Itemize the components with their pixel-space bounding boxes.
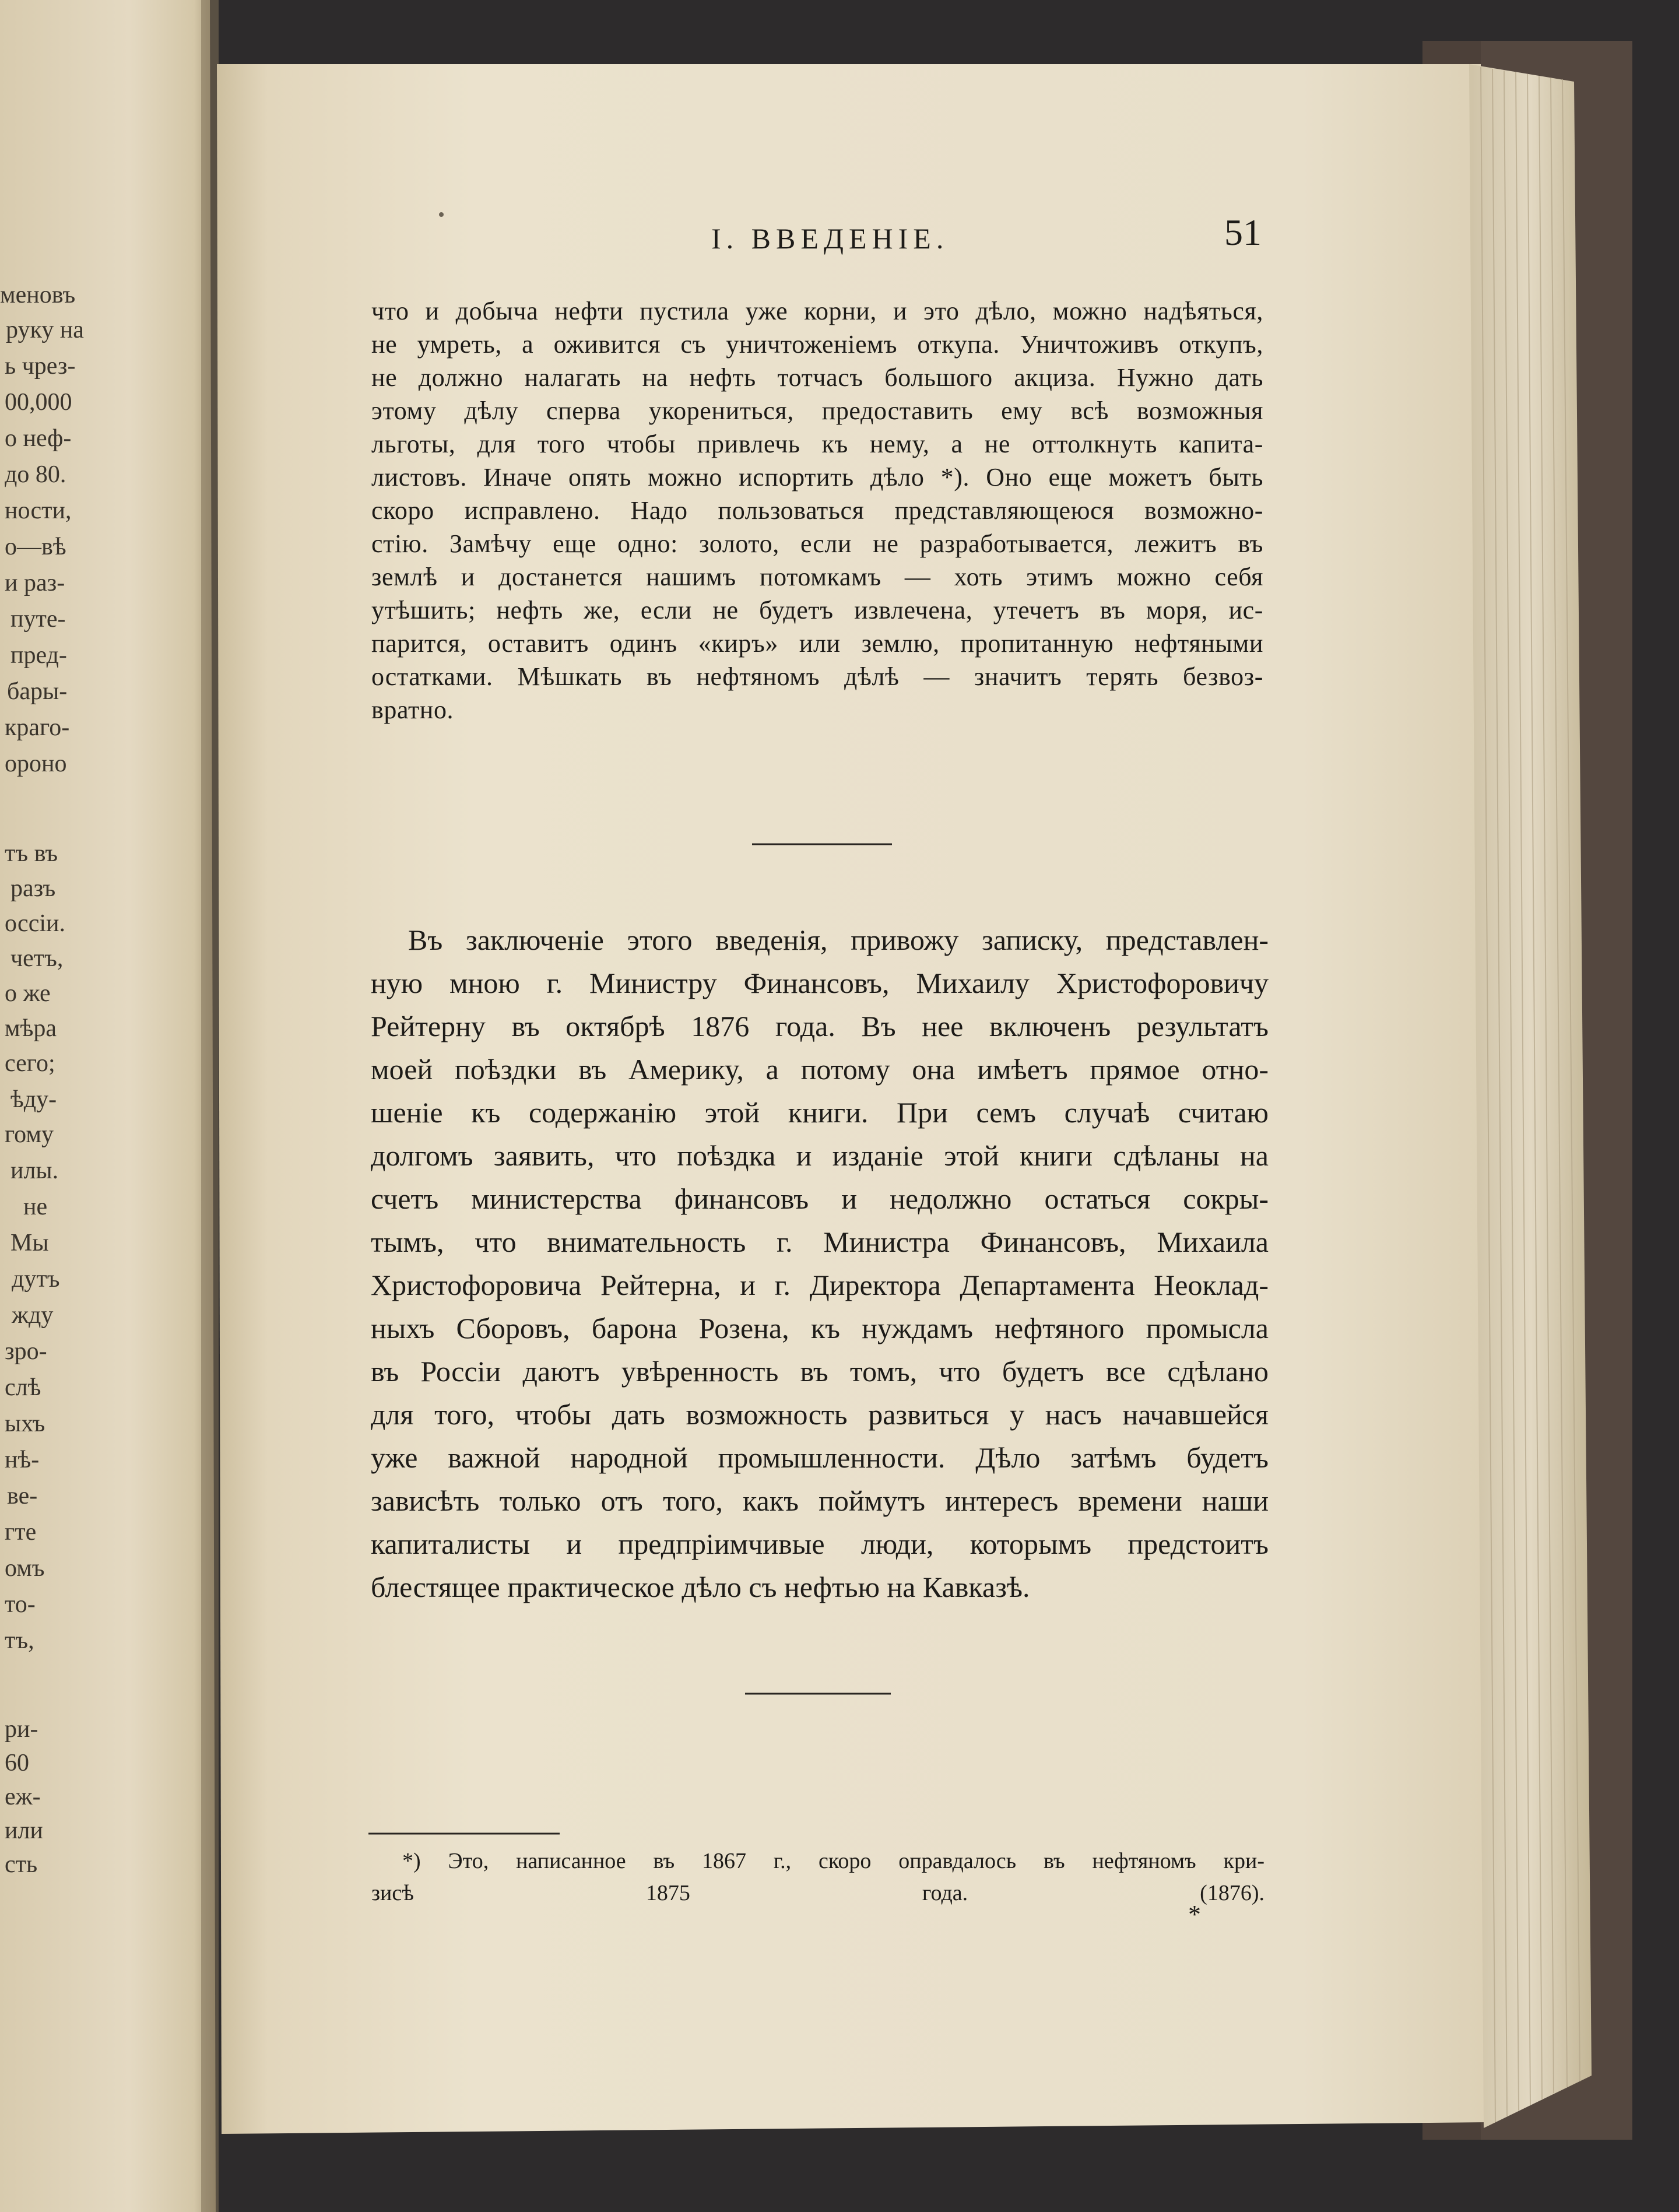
- text-line: землѣ и достанется нашимъ потомкамъ — хоть этимъ можно себя: [371, 563, 1263, 591]
- text-line: не умреть, а оживится съ уничтоженiемъ откупа. Уничтоживъ откупъ,: [371, 330, 1263, 359]
- text-line: листовъ. Иначе опять можно испортить дѣло *). Оно еще можетъ быть: [371, 463, 1263, 491]
- left-fragment: о неф-: [5, 425, 72, 452]
- left-fragment: и раз-: [5, 570, 65, 596]
- left-fragment: до 80.: [5, 461, 66, 488]
- text-line: ную мною г. Министру Финансовъ, Михаилу Христофоровичу: [371, 967, 1269, 999]
- text-line: вратно.: [371, 696, 454, 724]
- text-line: не должно налагать на нефть тотчасъ большого акциза. Нужно дать: [371, 363, 1263, 392]
- left-fragment: жду: [12, 1302, 54, 1329]
- left-fragment: о—вѣ: [5, 533, 66, 560]
- text-line: остатками. Мѣшкать въ нефтяномъ дѣлѣ — значитъ терять безвоз-: [371, 662, 1263, 691]
- left-fragment: нѣ-: [5, 1446, 40, 1473]
- left-fragment: путе-: [10, 606, 66, 633]
- left-fragment: разъ: [10, 875, 56, 902]
- left-fragment: четъ,: [10, 945, 64, 972]
- left-fragment: краго-: [5, 714, 70, 741]
- left-fragment: не: [23, 1193, 48, 1220]
- left-fragment: ѣду-: [10, 1086, 57, 1113]
- left-fragment: бары-: [7, 678, 68, 705]
- text-line: парится, оставитъ одинъ «киръ» или землю, пропитанную нефтяными: [371, 629, 1263, 658]
- text-line: что и добыча нефти пустила уже корни, и это дѣло, можно надѣяться,: [371, 297, 1263, 325]
- left-fragment: сть: [5, 1851, 38, 1878]
- left-fragment: тъ,: [5, 1627, 34, 1654]
- footnote-line: зисѣ 1875 года. (1876).: [371, 1881, 1264, 1905]
- left-fragment: мѣра: [5, 1015, 57, 1042]
- text-line: счетъ министерства финансовъ и недолжно остаться сокры-: [371, 1182, 1269, 1215]
- text-line: Въ заключенiе этого введенiя, привожу записку, представлен-: [408, 924, 1269, 956]
- left-fragment: ь чрез-: [5, 353, 76, 380]
- left-fragment: пред-: [10, 642, 67, 669]
- page-number: 51: [1224, 212, 1262, 253]
- text-line: скоро исправлено. Надо пользоваться представляющеюся возможно-: [371, 496, 1263, 525]
- text-line: долгомъ заявить, что поѣздка и изданiе этой книги сдѣланы на: [371, 1139, 1269, 1172]
- left-fragment: о же: [5, 980, 51, 1007]
- left-fragment: 60: [5, 1750, 29, 1776]
- left-fragment: меновъ: [0, 282, 76, 308]
- text-line: стiю. Замѣчу еще одно: золото, если не разработывается, лежитъ въ: [371, 529, 1263, 558]
- left-fragment: гому: [5, 1121, 54, 1148]
- left-fragment: ри-: [5, 1716, 38, 1743]
- signature-mark: *: [1188, 1900, 1201, 1929]
- left-fragment: тъ въ: [5, 840, 58, 867]
- text-line: этому дѣлу сперва укорениться, предоставить ему всѣ возможныя: [371, 396, 1263, 425]
- left-fragment: зро-: [5, 1338, 47, 1365]
- left-fragment: еж-: [5, 1783, 41, 1810]
- left-fragment: Мы: [10, 1230, 49, 1256]
- left-fragment: оссiи.: [5, 910, 65, 937]
- text-line: блестящее практическое дѣло съ нефтью на Кавказѣ.: [371, 1571, 1030, 1603]
- text-line: ныхъ Сборовъ, барона Розена, къ нуждамъ нефтяного промысла: [371, 1312, 1269, 1344]
- text-line: тымъ, что внимательность г. Министра Финансовъ, Михаила: [371, 1226, 1269, 1258]
- left-fragment: сего;: [5, 1050, 55, 1077]
- left-fragment: ороно: [5, 750, 67, 777]
- left-fragment: 00,000: [5, 389, 72, 416]
- text-line: уже важной народной промышленности. Дѣло затѣмъ будетъ: [371, 1441, 1269, 1474]
- text-line: для того, чтобы дать возможность развиться у насъ начавшейся: [371, 1398, 1269, 1431]
- text-line: зависѣть только отъ того, какъ поймутъ интересъ времени наши: [371, 1484, 1269, 1517]
- left-fragment: дутъ: [12, 1266, 60, 1293]
- text-line: моей поѣздки въ Америку, а потому она имѣетъ прямое отно-: [371, 1053, 1269, 1086]
- footnote-line: *) Это, написанное въ 1867 г., скоро оправдалось въ нефтяномъ кри-: [402, 1849, 1264, 1873]
- text-line: льготы, для того чтобы привлечь къ нему, а не оттолкнуть капита-: [371, 430, 1263, 458]
- left-fragment: ве-: [7, 1483, 38, 1509]
- left-fragment: или: [5, 1817, 43, 1844]
- text-line: утѣшить; нефть же, если не будетъ извлечена, утечетъ въ моря, ис-: [371, 596, 1263, 624]
- left-fragment: омъ: [5, 1555, 45, 1582]
- running-head: I. ВВЕДЕНIЕ.: [711, 222, 949, 255]
- left-fragment: слѣ: [5, 1374, 41, 1401]
- text-line: Рейтерну въ октябрѣ 1876 года. Въ нее включенъ результатъ: [371, 1010, 1269, 1042]
- left-fragment: гте: [5, 1519, 37, 1546]
- left-fragment: руку на: [6, 317, 84, 343]
- left-fragment: ности,: [5, 497, 72, 524]
- text-line: шенiе къ содержанiю этой книги. При семъ случаѣ считаю: [371, 1096, 1269, 1129]
- text-line: Христофоровича Рейтерна, и г. Директора Департамента Неоклад-: [371, 1269, 1269, 1301]
- text-line: въ Россiи даютъ увѣренность въ томъ, что будетъ все сдѣлано: [371, 1355, 1269, 1388]
- left-fragment: то-: [5, 1591, 36, 1618]
- left-fragment: ыхъ: [5, 1410, 45, 1437]
- left-fragment: илы.: [10, 1157, 59, 1184]
- text-line: капиталисты и предпрiимчивые люди, которымъ предстоитъ: [371, 1528, 1269, 1560]
